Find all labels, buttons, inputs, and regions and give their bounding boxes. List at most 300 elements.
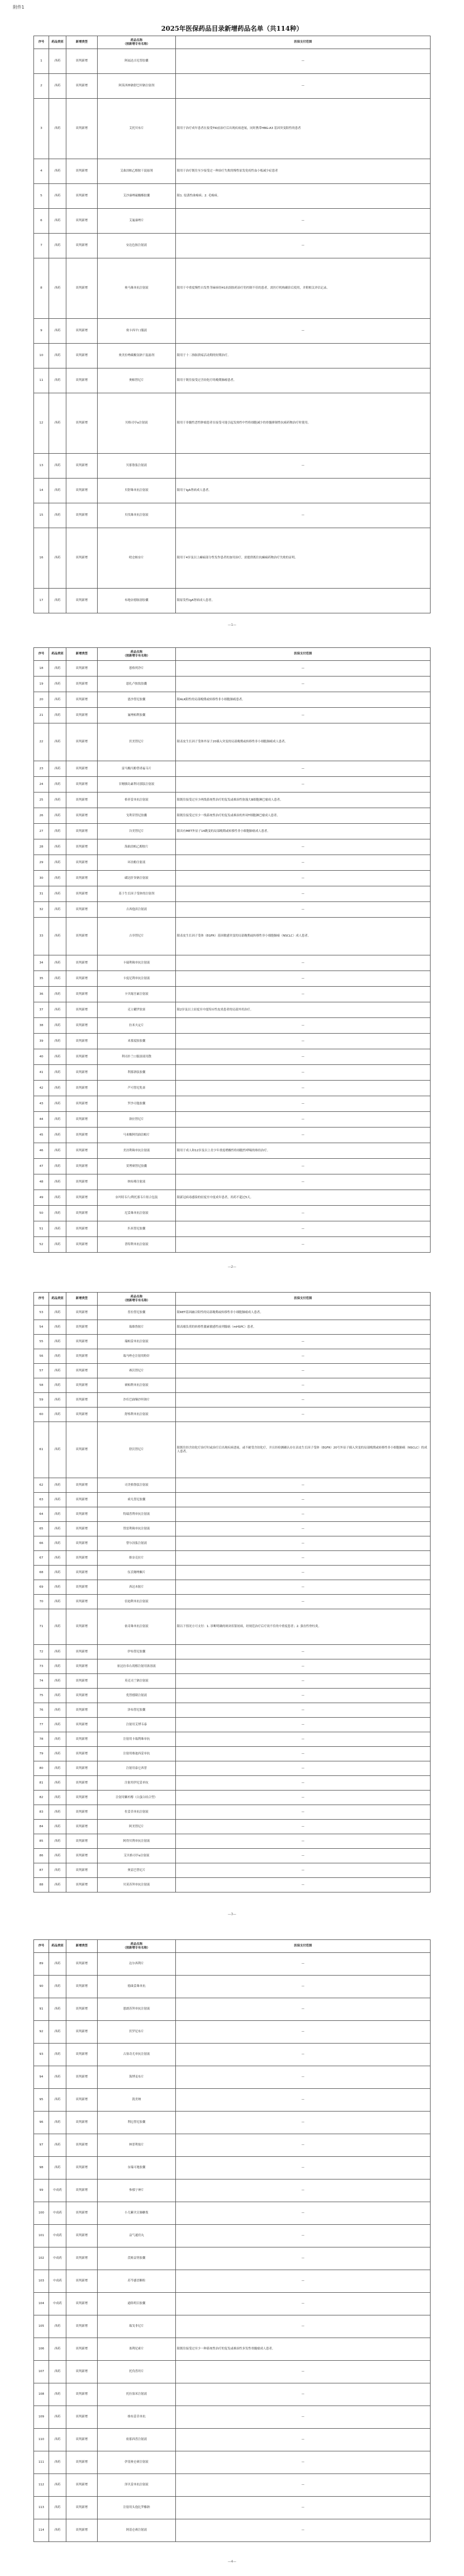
row-number: 114: [34, 2519, 49, 2542]
row-number: 15: [34, 503, 49, 528]
row-number: 100: [34, 2202, 49, 2225]
addition-type: 谈判新增: [66, 1237, 98, 1253]
row-number: 68: [34, 1566, 49, 1580]
addition-type: 谈判新增: [66, 2406, 98, 2429]
payment-scope: 限既往接受过至少一种系统性治疗的复发或难治性多发性骨髓瘤成人患者。: [176, 2338, 431, 2361]
drug-name: 卡贝缩宫素注射液: [98, 987, 176, 1002]
row-number: 1: [34, 49, 49, 74]
table-row: [34, 2383, 431, 2406]
addition-type: 谈判新增: [66, 1674, 98, 1689]
addition-type: 谈判新增: [66, 1659, 98, 1674]
drug-name: 替雷利珠单抗注射液: [98, 1522, 176, 1536]
drug-category: 西药: [49, 824, 66, 839]
drug-name: 马来酸阿伐曲泊帕片: [98, 1128, 176, 1143]
table-row: [34, 1595, 431, 1609]
addition-type: 谈判新增: [66, 1580, 98, 1595]
row-number: 44: [34, 1112, 49, 1128]
addition-type: 谈判新增: [66, 1096, 98, 1112]
row-number: 111: [34, 2451, 49, 2474]
drug-category: 西药: [49, 1834, 66, 1849]
addition-type: 谈判新增: [66, 792, 98, 808]
row-number: 38: [34, 1018, 49, 1034]
drug-category: 西药: [49, 528, 66, 589]
drug-name: 注射用紫杉醇（白蛋白结合型）: [98, 1791, 176, 1805]
addition-type: 谈判新增: [66, 2270, 98, 2293]
addition-type: 谈判新增: [66, 1703, 98, 1718]
row-number: 62: [34, 1478, 49, 1493]
table-row: [34, 2157, 431, 2179]
payment-scope: 限表皮生长因子受体外显子20插入突变的局部晚期或转移性非小细胞肺癌成人患者。: [176, 723, 431, 761]
table-row: [34, 2270, 431, 2293]
drug-category: 西药: [49, 1065, 66, 1081]
drug-category: 西药: [49, 1096, 66, 1112]
addition-type: 谈判新增: [66, 2225, 98, 2247]
addition-type: 谈判新增: [66, 1522, 98, 1536]
drug-category: 西药: [49, 1190, 66, 1206]
table-row: [34, 1349, 431, 1364]
row-number: 19: [34, 677, 49, 692]
table-row: [34, 234, 431, 258]
payment-scope: —: [176, 1878, 431, 1892]
table-row: [34, 1849, 431, 1863]
addition-type: 谈判新增: [66, 661, 98, 677]
payment-scope: —: [176, 1566, 431, 1580]
table-row: [34, 824, 431, 839]
drug-category: 西药: [49, 1378, 66, 1393]
table-row: [34, 661, 431, 677]
drug-name: 伊布替尼胶囊: [98, 1645, 176, 1659]
drug-category: 西药: [49, 1422, 66, 1478]
row-number: 26: [34, 808, 49, 824]
addition-type: 谈判新增: [66, 1065, 98, 1081]
drug-name: 伏美替尼片: [98, 723, 176, 761]
row-number: 101: [34, 2225, 49, 2247]
table-row: [34, 855, 431, 871]
table-row: [34, 344, 431, 368]
table-row: [34, 2293, 431, 2315]
drug-category: 西药: [49, 1805, 66, 1820]
drug-name: 注射用维迪西妥单抗: [98, 1747, 176, 1761]
payment-scope: —: [176, 1732, 431, 1747]
drug-list-table: [33, 1939, 431, 2542]
table-row: [34, 209, 431, 234]
drug-category: 中成药: [49, 2293, 66, 2315]
payment-scope: —: [176, 1703, 431, 1718]
drug-name: 依那西普注射液: [98, 2429, 176, 2451]
column-header: 医保支付范围: [176, 648, 431, 661]
payment-scope: —: [176, 2497, 431, 2519]
drug-name: 瑞马唑仑注射用粉针: [98, 1349, 176, 1364]
drug-category: 西药: [49, 2361, 66, 2383]
drug-category: 西药: [49, 1659, 66, 1674]
drug-category: 西药: [49, 49, 66, 74]
table-row: [34, 1190, 431, 1206]
drug-name: 小儿紫贝宣肺糖浆: [98, 2202, 176, 2225]
drug-category: 西药: [49, 2497, 66, 2519]
drug-name: 恩沙替尼胶囊: [98, 692, 176, 708]
payment-scope: —: [176, 2021, 431, 2044]
payment-scope: —: [176, 1536, 431, 1551]
row-number: 105: [34, 2315, 49, 2338]
table-header-row: [34, 1293, 431, 1306]
drug-name: 英克司兰钠注射液: [98, 1674, 176, 1689]
payment-scope: —: [176, 1776, 431, 1791]
drug-name: 磺达肝癸钠注射液: [98, 871, 176, 886]
table-row: [34, 1422, 431, 1478]
row-number: 2: [34, 74, 49, 99]
page-number: —2—: [228, 1265, 236, 1269]
row-number: 22: [34, 723, 49, 761]
drug-name: 依奇珠单抗注射液: [98, 1609, 176, 1645]
drug-name: 利那洛肽胶囊: [98, 1065, 176, 1081]
drug-name: 优替德隆注射液: [98, 1689, 176, 1703]
drug-category: 西药: [49, 1580, 66, 1595]
drug-category: 西药: [49, 74, 66, 99]
row-number: 55: [34, 1335, 49, 1349]
page-number: —4—: [228, 2560, 236, 2564]
drug-name: 纳布啡注射液: [98, 1174, 176, 1190]
addition-type: 谈判新增: [66, 1953, 98, 1976]
table-row: [34, 1953, 431, 1976]
row-number: 51: [34, 1221, 49, 1237]
drug-name: 伏罗尼布片: [98, 2021, 176, 2044]
page-number: —3—: [228, 1912, 236, 1916]
drug-name: 注射用泰它西普: [98, 1761, 176, 1776]
annex-label: 附件1: [13, 5, 25, 10]
column-header: 序号: [34, 36, 49, 49]
payment-scope: —: [176, 1378, 431, 1393]
table-row: [34, 2451, 431, 2474]
payment-scope: —: [176, 1551, 431, 1566]
column-header: 药品名称 （按新增专有名称）: [98, 1293, 176, 1306]
payment-scope: 限高瘤负荷的转移性激素敏感性前列腺癌（mHSPC）患者。: [176, 1320, 431, 1335]
row-number: 12: [34, 393, 49, 454]
table-row: [34, 839, 431, 855]
addition-type: 谈判新增: [66, 2497, 98, 2519]
addition-type: 谈判新增: [66, 1791, 98, 1805]
table-row: [34, 1761, 431, 1776]
addition-type: 谈判新增: [66, 2247, 98, 2270]
payment-scope: —: [176, 503, 431, 528]
row-number: 99: [34, 2179, 49, 2202]
drug-name: 托拉塞米注射液: [98, 2383, 176, 2406]
row-number: 41: [34, 1065, 49, 1081]
table-row: [34, 1306, 431, 1320]
table-row: [34, 1493, 431, 1507]
row-number: 52: [34, 1237, 49, 1253]
payment-scope: —: [176, 1834, 431, 1849]
row-number: 45: [34, 1128, 49, 1143]
addition-type: 谈判新增: [66, 886, 98, 902]
payment-scope: 限用于非髓性恶性肿瘤患者在接受可能引起发热性中性粒细胞减少的骨髓抑制性抗癌药物治疗时使用。: [176, 393, 431, 454]
table-row: [34, 677, 431, 692]
payment-scope: —: [176, 1034, 431, 1049]
addition-type: 谈判新增: [66, 1422, 98, 1478]
row-number: 54: [34, 1320, 49, 1335]
table-row: [34, 528, 431, 589]
payment-scope: —: [176, 1221, 431, 1237]
payment-scope: —: [176, 1478, 431, 1493]
table-row: [34, 902, 431, 918]
payment-scope: —: [176, 1849, 431, 1863]
row-number: 25: [34, 792, 49, 808]
page-number: —1—: [228, 623, 236, 627]
table-row: [34, 368, 431, 393]
payment-scope: —: [176, 1349, 431, 1364]
column-header: 药品名称 （按新增专有名称）: [98, 1940, 176, 1953]
table-row: [34, 692, 431, 708]
table-row: [34, 159, 431, 184]
row-number: 47: [34, 1159, 49, 1174]
drug-category: 中成药: [49, 2270, 66, 2293]
payment-scope: 限新冠病毒感染的轻度至中度成年患者，用药不超过5天。: [176, 1190, 431, 1206]
payment-scope: —: [176, 1112, 431, 1128]
table-row: [34, 2429, 431, 2451]
drug-category: 西药: [49, 2044, 66, 2066]
drug-category: 西药: [49, 589, 66, 613]
table-row: [34, 1659, 431, 1674]
addition-type: 谈判新增: [66, 2066, 98, 2089]
drug-category: 西药: [49, 2089, 66, 2112]
drug-category: 西药: [49, 955, 66, 971]
drug-category: 西药: [49, 1732, 66, 1747]
payment-scope: —: [176, 1659, 431, 1674]
addition-type: 谈判新增: [66, 1834, 98, 1849]
row-number: 39: [34, 1034, 49, 1049]
drug-name: 海博麦布片: [98, 2066, 176, 2089]
column-header: 序号: [34, 1293, 49, 1306]
row-number: 65: [34, 1522, 49, 1536]
drug-name: 舒格利单抗注射液: [98, 1407, 176, 1422]
payment-scope: —: [176, 2225, 431, 2247]
drug-category: 西药: [49, 1522, 66, 1536]
addition-type: 谈判新增: [66, 987, 98, 1002]
addition-type: 谈判新增: [66, 1112, 98, 1128]
table-page-2: [33, 647, 430, 1253]
row-number: 31: [34, 886, 49, 902]
drug-category: 西药: [49, 708, 66, 723]
addition-type: 谈判新增: [66, 824, 98, 839]
row-number: 76: [34, 1703, 49, 1718]
drug-name: 布地奈德肠溶胶囊: [98, 589, 176, 613]
drug-name: 艾曲泊帕乙醇胺干混悬剂: [98, 159, 176, 184]
drug-category: 西药: [49, 987, 66, 1002]
table-row: [34, 1998, 431, 2021]
addition-type: 谈判新增: [66, 1174, 98, 1190]
addition-type: 谈判新增: [66, 918, 98, 955]
payment-scope: —: [176, 234, 431, 258]
drug-category: 西药: [49, 1174, 66, 1190]
drug-category: 西药: [49, 1478, 66, 1493]
row-number: 89: [34, 1953, 49, 1976]
column-header: 新增类型: [66, 1293, 98, 1306]
payment-scope: —: [176, 1863, 431, 1878]
payment-scope: —: [176, 1791, 431, 1805]
drug-category: 西药: [49, 661, 66, 677]
drug-name: 佐妥昔单抗注射液: [98, 1805, 176, 1820]
drug-category: 西药: [49, 2429, 66, 2451]
payment-scope: 限既往经含铂化疗治疗时或治疗后出现疾病进展，或不耐受含铂化疗，并且经检测确认存在表皮生长因子受体（EGFR）20号外显子插入突变的局部晚期或转移性非小细胞肺癌（NSCLC）的成人患者。: [176, 1422, 431, 1478]
drug-name: 海曲泊帕乙醇胺片: [98, 839, 176, 855]
table-row: [34, 258, 431, 319]
drug-name: 恩格列净片: [98, 661, 176, 677]
drug-category: 西药: [49, 1609, 66, 1645]
addition-type: 谈判新增: [66, 1159, 98, 1174]
row-number: 29: [34, 855, 49, 871]
column-header: 新增类型: [66, 648, 98, 661]
drug-category: 西药: [49, 1507, 66, 1522]
addition-type: 谈判新增: [66, 1049, 98, 1065]
drug-category: 西药: [49, 344, 66, 368]
table-row: [34, 1609, 431, 1645]
payment-scope: —: [176, 839, 431, 855]
drug-name: 特瑞普利单抗注射液: [98, 1507, 176, 1522]
drug-name: 伍氏噻唑酮片: [98, 1566, 176, 1580]
table-header-row: [34, 648, 431, 661]
drug-name: 西达本胺片: [98, 1580, 176, 1595]
table-row: [34, 2497, 431, 2519]
addition-type: 谈判新增: [66, 1335, 98, 1349]
drug-category: 西药: [49, 902, 66, 918]
payment-scope: —: [176, 1096, 431, 1112]
drug-category: 西药: [49, 1878, 66, 1892]
drug-category: 西药: [49, 1034, 66, 1049]
row-number: 64: [34, 1507, 49, 1522]
addition-type: 谈判新增: [66, 2202, 98, 2225]
drug-name: 达尔西利片: [98, 1953, 176, 1976]
addition-type: 谈判新增: [66, 1478, 98, 1493]
payment-scope: —: [176, 971, 431, 987]
table-row: [34, 2474, 431, 2497]
row-number: 42: [34, 1081, 49, 1096]
payment-scope: —: [176, 2112, 431, 2134]
row-number: 90: [34, 1976, 49, 1998]
drug-category: 西药: [49, 918, 66, 955]
table-row: [34, 1718, 431, 1732]
table-row: [34, 1049, 431, 1065]
table-row: [34, 1378, 431, 1393]
drug-category: 西药: [49, 1998, 66, 2021]
payment-scope: —: [176, 2361, 431, 2383]
addition-type: 谈判新增: [66, 1645, 98, 1659]
addition-type: 谈判新增: [66, 393, 98, 454]
drug-name: 凯美纳: [98, 2089, 176, 2112]
table-row: [34, 2044, 431, 2066]
drug-name: 艾氟康唑片: [98, 209, 176, 234]
addition-type: 谈判新增: [66, 1820, 98, 1834]
table-row: [34, 1206, 431, 1221]
addition-type: 谈判新增: [66, 2519, 98, 2542]
drug-name: 阿莫西林钠舒巴坦钠注射剂: [98, 74, 176, 99]
payment-scope: —: [176, 1718, 431, 1732]
table-row: [34, 2247, 431, 2270]
addition-type: 谈判新增: [66, 1718, 98, 1732]
drug-category: 中成药: [49, 2202, 66, 2225]
addition-type: 谈判新增: [66, 708, 98, 723]
drug-category: 西药: [49, 319, 66, 344]
addition-type: 谈判新增: [66, 528, 98, 589]
column-header: 药品类别: [49, 36, 66, 49]
addition-type: 谈判新增: [66, 368, 98, 393]
drug-name: 吡仑帕奈片: [98, 528, 176, 589]
drug-category: 西药: [49, 1761, 66, 1776]
addition-type: 谈判新增: [66, 1776, 98, 1791]
payment-scope: —: [176, 1407, 431, 1422]
addition-type: 谈判新增: [66, 99, 98, 159]
drug-name: 维奈克拉片: [98, 1551, 176, 1566]
addition-type: 谈判新增: [66, 677, 98, 692]
row-number: 113: [34, 2497, 49, 2519]
table-row: [34, 777, 431, 792]
addition-type: 谈判新增: [66, 49, 98, 74]
addition-type: 谈判新增: [66, 1998, 98, 2021]
drug-name: 瑞帕妥单抗注射液: [98, 1335, 176, 1349]
drug-name: 罗沙司他胶囊: [98, 1096, 176, 1112]
drug-category: 西药: [49, 1364, 66, 1378]
addition-type: 谈判新增: [66, 589, 98, 613]
drug-category: 西药: [49, 1393, 66, 1407]
row-number: 4: [34, 159, 49, 184]
payment-scope: —: [176, 1689, 431, 1703]
drug-name: 洛拉替尼片: [98, 1112, 176, 1128]
payment-scope: 限用于中重度慢性自发性荨麻疹经H1抗组胺药治疗仍控制不佳的患者，需医疗机构确诊后使用，并附相关评估记录。: [176, 258, 431, 319]
row-number: 17: [34, 589, 49, 613]
payment-scope: 限用于十二指肠溃疡活动期的短期治疗。: [176, 344, 431, 368]
table-row: [34, 99, 431, 159]
column-header: 医保支付范围: [176, 1940, 431, 1953]
drug-name: 贝那鲁肽注射液: [98, 454, 176, 479]
table-row: [34, 1863, 431, 1878]
payment-scope: —: [176, 2270, 431, 2293]
payment-scope: —: [176, 2202, 431, 2225]
row-number: 16: [34, 528, 49, 589]
row-number: 96: [34, 2112, 49, 2134]
table-row: [34, 2519, 431, 2542]
payment-scope: —: [176, 661, 431, 677]
drug-name: 美泊利珠单抗注射液: [98, 1143, 176, 1159]
addition-type: 谈判新增: [66, 1190, 98, 1206]
addition-type: 谈判新增: [66, 1143, 98, 1159]
row-number: 21: [34, 708, 49, 723]
payment-scope: 限用于治疗既往至少接受过一种治疗失败的慢性原发免疫性血小板减少症患者: [176, 159, 431, 184]
addition-type: 谈判新增: [66, 2474, 98, 2497]
column-header: 序号: [34, 648, 49, 661]
row-number: 13: [34, 454, 49, 479]
addition-type: 谈判新增: [66, 454, 98, 479]
drug-category: 西药: [49, 2066, 66, 2089]
row-number: 10: [34, 344, 49, 368]
drug-category: 西药: [49, 2112, 66, 2134]
table-row: [34, 1034, 431, 1049]
drug-name: 匹米替尼胶囊: [98, 1221, 176, 1237]
addition-type: 谈判新增: [66, 955, 98, 971]
addition-type: 谈判新增: [66, 1878, 98, 1892]
table-row: [34, 1834, 431, 1849]
payment-scope: 限2岁及以上轻度至中度特应性皮炎患者的局部外用治疗。: [176, 1002, 431, 1018]
payment-scope: —: [176, 2089, 431, 2112]
drug-name: 阿美替尼片: [98, 1820, 176, 1834]
row-number: 11: [34, 368, 49, 393]
drug-name: 氟唑帕利胶囊: [98, 708, 176, 723]
row-number: 43: [34, 1096, 49, 1112]
row-number: 83: [34, 1805, 49, 1820]
table-row: [34, 2089, 431, 2112]
drug-name: 苏芩感冒颗粒: [98, 2270, 176, 2293]
payment-scope: —: [176, 761, 431, 777]
drug-name: 赛沃替尼片: [98, 1364, 176, 1378]
drug-category: 中成药: [49, 2225, 66, 2247]
drug-category: 西药: [49, 1566, 66, 1580]
